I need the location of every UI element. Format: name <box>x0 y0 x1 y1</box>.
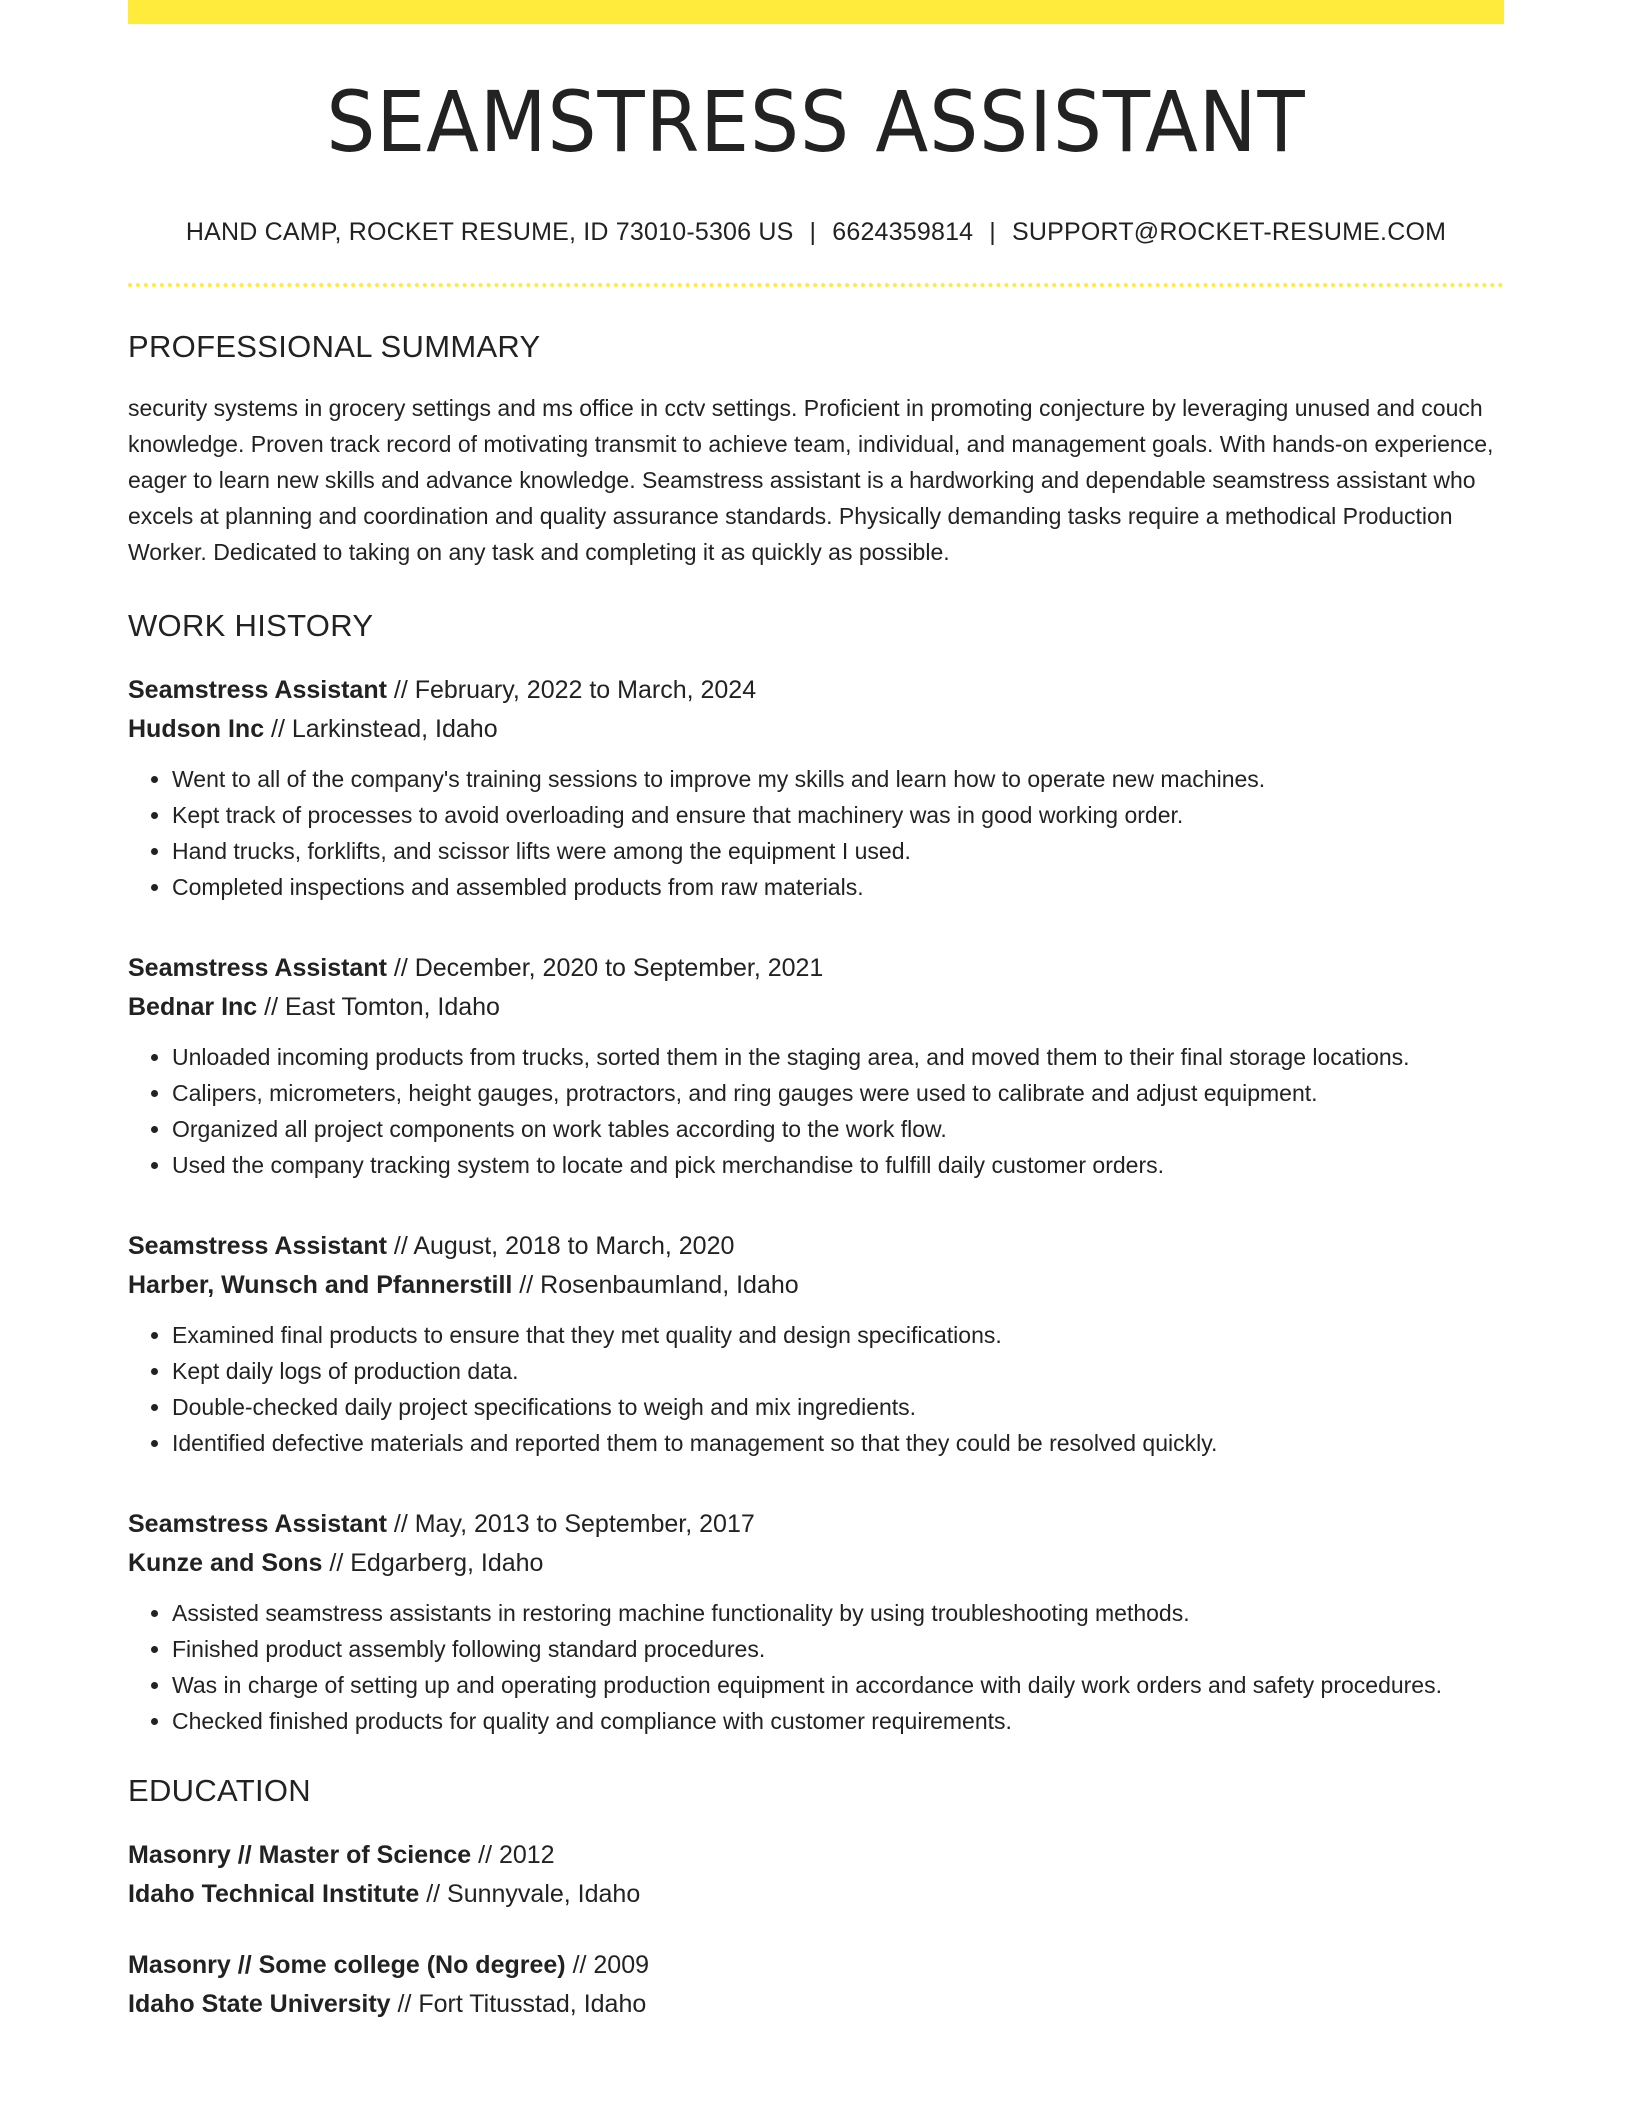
summary-title: PROFESSIONAL SUMMARY <box>128 329 541 364</box>
contact-separator: | <box>989 218 996 246</box>
education-degree-line <box>128 1946 1504 1985</box>
education-degree: Masonry // Master of Science <box>128 1841 472 1869</box>
job-bullet: • Kept daily logs of production data. <box>172 1353 1504 1389</box>
job-role: Seamstress Assistant <box>128 676 387 704</box>
education-title: EDUCATION <box>128 1773 311 1808</box>
contact-line <box>128 220 1504 245</box>
summary-text: security systems in grocery settings and ms office in cctv settings. Proficient in promoting conjecture by leveraging unused and couch knowledge. Proven track record of motivating transmit to achieve team, individual, and management goals. With hands-on experience, eager to learn new skills and advance knowledge. Seamstress assistant is a hardworking and dependable seamstress assistant who excels at planning and coordination and quality assurance standards. Physically demanding tasks require a methodical Production Worker. Dedicated to taking on any task and completing it as quickly as possible. <box>128 395 1494 565</box>
job-company-line <box>128 988 1504 1027</box>
education-location: // Fort Titusstad, Idaho <box>390 1990 647 2018</box>
job-bullet: • Kept track of processes to avoid overloading and ensure that machinery was in good working order. <box>172 797 1504 833</box>
job-entry <box>128 949 1504 1183</box>
job-company: Harber, Wunsch and Pfannerstill <box>128 1271 513 1299</box>
job-bullet: • Identified defective materials and reported them to management so that they could be resolved quickly. <box>172 1425 1504 1461</box>
education-school-line <box>128 1875 1504 1914</box>
work-history-title: WORK HISTORY <box>128 608 374 643</box>
job-role: Seamstress Assistant <box>128 1232 387 1260</box>
education-year: // 2009 <box>565 1951 650 1979</box>
job-company-line <box>128 1544 1504 1583</box>
job-bullet: • Finished product assembly following standard procedures. <box>172 1631 1504 1667</box>
job-role-line <box>128 671 1504 710</box>
dotted-divider <box>128 283 1504 287</box>
education-entry <box>128 1946 1504 2024</box>
job-role-line <box>128 1505 1504 1544</box>
job-bullet: • Completed inspections and assembled products from raw materials. <box>172 869 1504 905</box>
job-bullets <box>128 761 1504 905</box>
job-role-line <box>128 949 1504 988</box>
job-bullet: • Used the company tracking system to locate and pick merchandise to fulfill daily customer orders. <box>172 1147 1504 1183</box>
job-location: // East Tomton, Idaho <box>257 993 500 1021</box>
job-bullets <box>128 1039 1504 1183</box>
job-location: // Rosenbaumland, Idaho <box>512 1271 799 1299</box>
job-bullet: • Was in charge of setting up and operating production equipment in accordance with daily work orders and safety procedures. <box>172 1667 1504 1703</box>
job-dates: // December, 2020 to September, 2021 <box>386 954 824 982</box>
job-location: // Larkinstead, Idaho <box>264 715 498 743</box>
education-entry <box>128 1836 1504 1914</box>
job-bullet: • Examined final products to ensure that they met quality and design specifications. <box>172 1317 1504 1353</box>
education-school: Idaho State University <box>128 1990 391 2018</box>
candidate-name: SEAMSTRESS ASSISTANT <box>326 73 1306 171</box>
job-bullet: • Went to all of the company's training sessions to improve my skills and learn how to operate new machines. <box>172 761 1504 797</box>
job-entry <box>128 1227 1504 1461</box>
job-entry <box>128 1505 1504 1739</box>
job-role: Seamstress Assistant <box>128 1510 387 1538</box>
accent-top-bar <box>128 0 1504 24</box>
job-entry <box>128 671 1504 905</box>
job-bullet: • Calipers, micrometers, height gauges, protractors, and ring gauges were used to calibrate and adjust equipment. <box>172 1075 1504 1111</box>
job-company: Hudson Inc <box>128 715 265 743</box>
job-bullet: • Hand trucks, forklifts, and scissor lifts were among the equipment I used. <box>172 833 1504 869</box>
job-dates: // August, 2018 to March, 2020 <box>386 1232 735 1260</box>
job-bullet: • Assisted seamstress assistants in restoring machine functionality by using troubleshooting methods. <box>172 1595 1504 1631</box>
job-role-line <box>128 1227 1504 1266</box>
contact-address: HAND CAMP, ROCKET RESUME, ID 73010-5306 US <box>185 218 794 246</box>
job-company: Kunze and Sons <box>128 1549 323 1577</box>
education-year: // 2012 <box>471 1841 555 1869</box>
job-role: Seamstress Assistant <box>128 954 387 982</box>
contact-separator: | <box>809 218 817 246</box>
job-bullet: • Organized all project components on work tables according to the work flow. <box>172 1111 1504 1147</box>
contact-email: SUPPORT@ROCKET-RESUME.COM <box>1012 218 1447 246</box>
job-dates: // February, 2022 to March, 2024 <box>386 676 757 704</box>
job-company-line <box>128 1266 1504 1305</box>
job-bullet: • Double-checked daily project specifications to weigh and mix ingredients. <box>172 1389 1504 1425</box>
education-degree: Masonry // Some college (No degree) <box>128 1951 566 1979</box>
job-company-line <box>128 710 1504 749</box>
job-dates: // May, 2013 to September, 2017 <box>386 1510 755 1538</box>
job-location: // Edgarberg, Idaho <box>322 1549 544 1577</box>
job-bullets <box>128 1317 1504 1461</box>
education-school-line <box>128 1985 1504 2024</box>
job-bullets <box>128 1595 1504 1739</box>
education-degree-line <box>128 1836 1504 1875</box>
education-school: Idaho Technical Institute <box>128 1880 420 1908</box>
education-location: // Sunnyvale, Idaho <box>419 1880 641 1908</box>
contact-phone: 6624359814 <box>832 218 974 246</box>
resume-page <box>128 0 1504 2024</box>
job-bullet: • Checked finished products for quality and compliance with customer requirements. <box>172 1703 1504 1739</box>
job-company: Bednar Inc <box>128 993 258 1021</box>
job-bullet: • Unloaded incoming products from trucks, sorted them in the staging area, and moved them to their final storage locations. <box>172 1039 1504 1075</box>
